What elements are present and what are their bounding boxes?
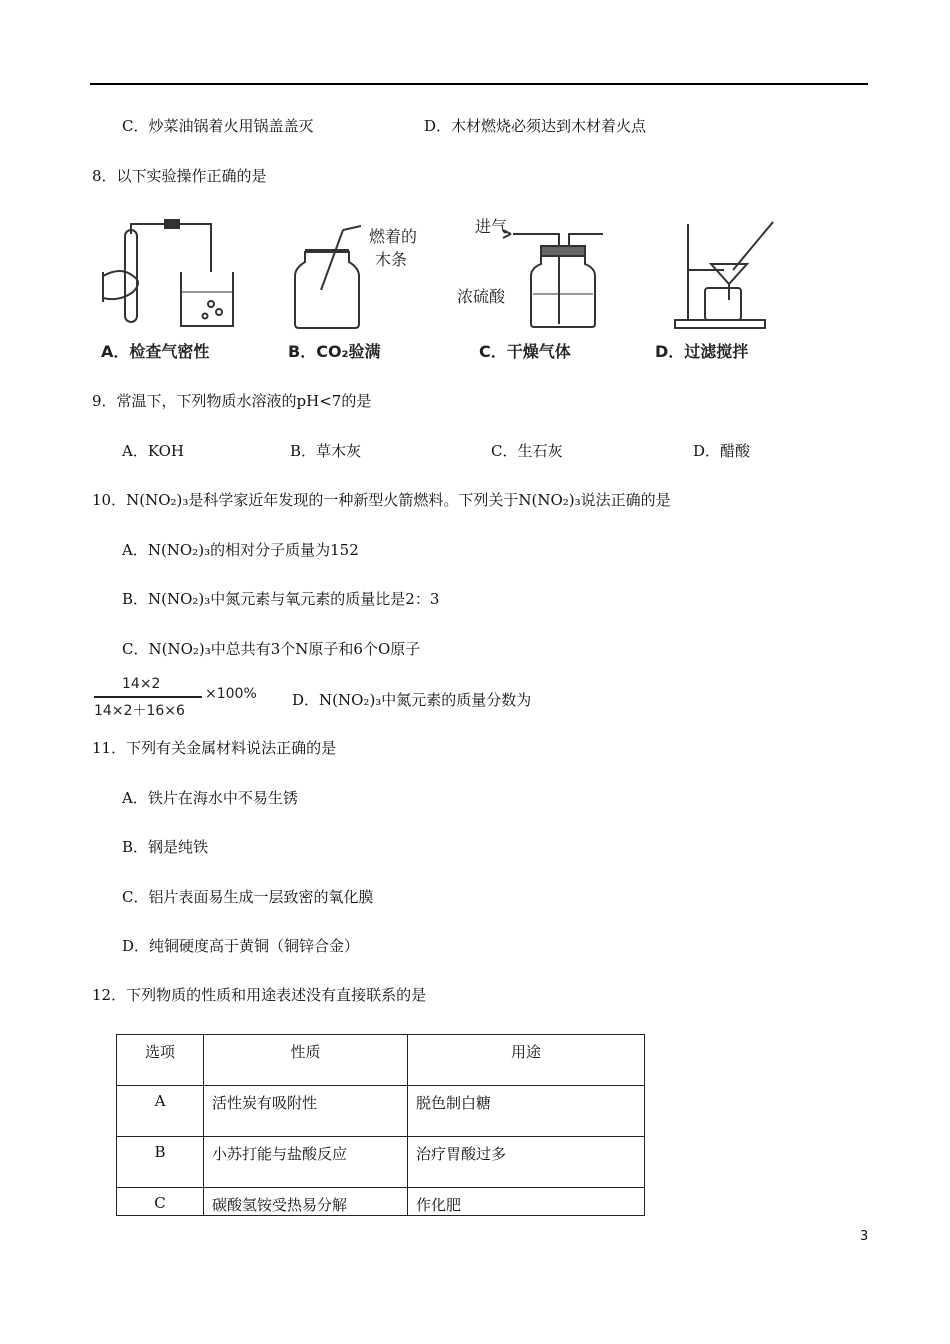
prev-option-d[interactable]: D．木材燃烧必须达到木材着火点 <box>424 117 647 135</box>
table-cell-property: 小苏打能与盐酸反应 <box>204 1137 408 1188</box>
table-header-cell: 性质 <box>204 1035 408 1086</box>
q10-stem: 10．N(NO₂)₃是科学家近年发现的一种新型火箭燃料。下列关于N(NO₂)₃说法正确的是 <box>92 491 671 509</box>
formula-denominator: 14×2＋16×6 <box>94 703 185 719</box>
q10-option-c[interactable]: C．N(NO₂)₃中总共有3个N原子和6个O原子 <box>122 640 421 658</box>
table-cell-option: B <box>117 1137 204 1188</box>
table-header-cell: 选项 <box>117 1035 204 1086</box>
apparatus-c-image[interactable] <box>503 230 603 327</box>
q10-formula-image <box>92 676 272 722</box>
fig-label-c: C．干燥气体 <box>479 342 571 361</box>
q11-option-c[interactable]: C．铝片表面易生成一层致密的氧化膜 <box>122 888 374 906</box>
note-inlet: 进气 <box>475 217 508 236</box>
fig-label-b: B．CO₂验满 <box>288 342 381 361</box>
formula-numerator: 14×2 <box>122 676 161 692</box>
table-row[interactable] <box>117 1086 645 1137</box>
table-header-cell: 用途 <box>408 1035 645 1086</box>
table-cell-property: 活性炭有吸附性 <box>204 1086 408 1137</box>
q9-option-a[interactable]: A．KOH <box>122 442 185 460</box>
table-header-row <box>117 1035 645 1086</box>
q9-option-c[interactable]: C．生石灰 <box>491 442 563 460</box>
q12-table <box>116 1034 645 1216</box>
table-cell-use: 治疗胃酸过多 <box>408 1137 645 1188</box>
apparatus-a-image[interactable] <box>103 220 233 326</box>
apparatus-b-image[interactable] <box>295 226 361 328</box>
table-cell-option: C <box>117 1188 204 1216</box>
q9-option-d[interactable]: D．醋酸 <box>693 442 751 460</box>
apparatus-d-image[interactable] <box>675 222 773 328</box>
fig-label-a: A．检查气密性 <box>101 342 210 361</box>
table-cell-property: 碳酸氢铵受热易分解 <box>204 1188 408 1216</box>
note-burning-stick: 燃着的 <box>369 227 418 246</box>
table-cell-option: A <box>117 1086 204 1137</box>
q9-stem: 9．常温下，下列物质水溶液的pH<7的是 <box>92 392 372 410</box>
table-cell-use: 脱色制白糖 <box>408 1086 645 1137</box>
q11-option-b[interactable]: B．钢是纯铁 <box>122 838 209 856</box>
q9-option-b[interactable]: B．草木灰 <box>290 442 362 460</box>
note-conc-acid: 浓硫酸 <box>457 287 506 306</box>
page-number: 3 <box>860 1229 869 1244</box>
table-row[interactable] <box>117 1188 645 1216</box>
q8-stem: 8．以下实验操作正确的是 <box>92 167 267 185</box>
q11-option-a[interactable]: A．铁片在海水中不易生锈 <box>122 789 298 807</box>
formula-multiplier: ×100% <box>205 686 257 702</box>
fig-label-d: D．过滤搅拌 <box>655 342 749 361</box>
table-row[interactable] <box>117 1137 645 1188</box>
q10-option-b[interactable]: B．N(NO₂)₃中氮元素与氧元素的质量比是2：3 <box>122 590 440 608</box>
header-rule <box>90 83 868 85</box>
fraction-bar <box>94 696 202 698</box>
note-stick: 木条 <box>375 250 408 269</box>
q10-option-d[interactable]: D．N(NO₂)₃中氮元素的质量分数为 <box>292 691 532 709</box>
q8-lab-figure <box>93 212 783 362</box>
q12-stem: 12．下列物质的性质和用途表述没有直接联系的是 <box>92 986 427 1004</box>
q11-option-d[interactable]: D．纯铜硬度高于黄铜（铜锌合金） <box>122 937 360 955</box>
table-cell-use: 作化肥 <box>408 1188 645 1216</box>
q11-stem: 11．下列有关金属材料说法正确的是 <box>92 739 337 757</box>
q10-option-a[interactable]: A．N(NO₂)₃的相对分子质量为152 <box>122 541 359 559</box>
prev-option-c[interactable]: C．炒菜油锅着火用锅盖盖灭 <box>122 117 314 135</box>
